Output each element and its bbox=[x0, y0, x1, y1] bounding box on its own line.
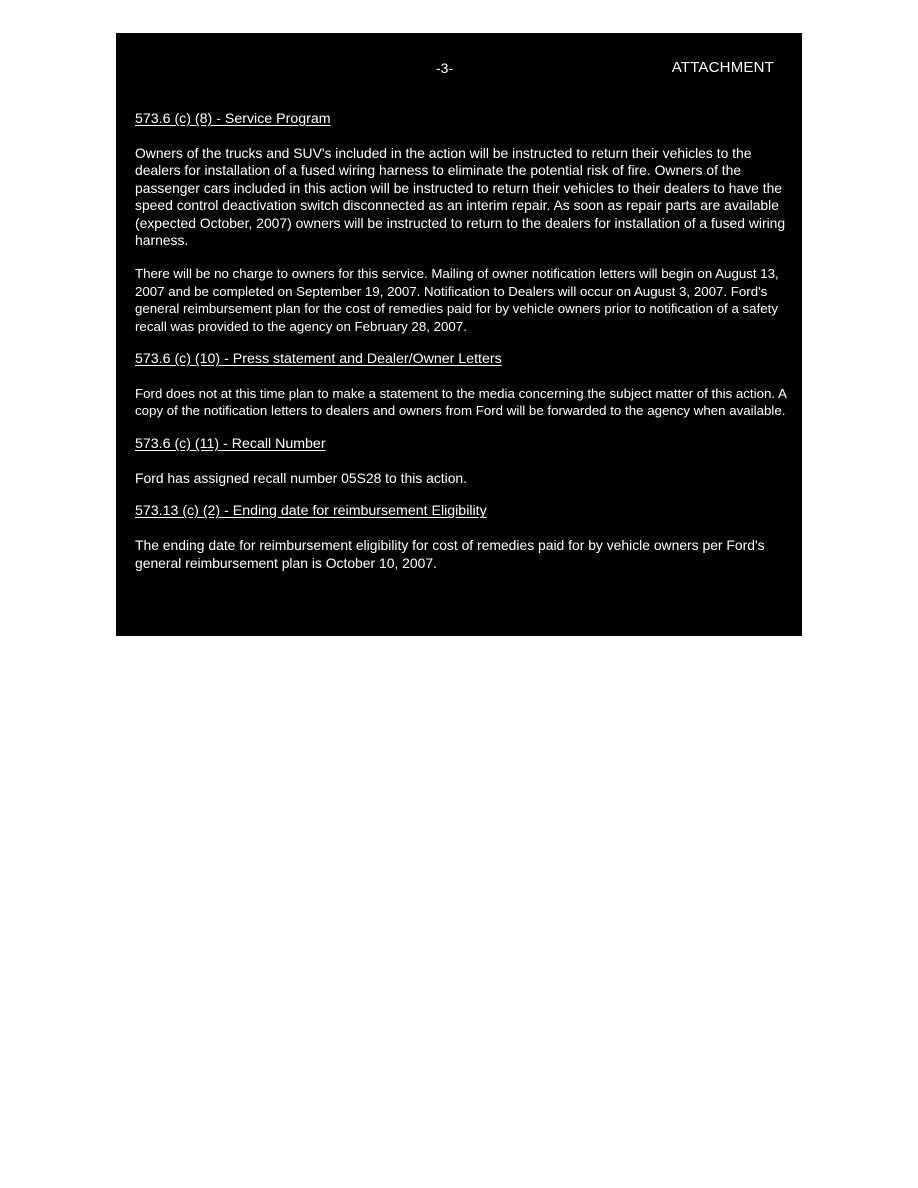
attachment-label: ATTACHMENT bbox=[671, 59, 774, 76]
section-press-statement bbox=[135, 351, 787, 420]
paragraph: The ending date for reimbursement eligibility for cost of remedies paid for by vehicle owners per Ford's general reimbursement plan is October 10, 2007. bbox=[135, 537, 765, 571]
paragraph: There will be no charge to owners for this service. Mailing of owner notification letters will begin on August 13, 2007 and be completed on September 19, 2007. Notification to Dealers will occur on August 3, 2007. Ford's general reimbursement plan for the cost of remedies paid for by vehicle owners prior to notification of a safety recall was provided to the agency on February 28, 2007. bbox=[135, 266, 779, 334]
section-ending-date bbox=[135, 503, 787, 572]
page-number: -3- bbox=[436, 60, 454, 76]
section-heading: 573.13 (c) (2) - Ending date for reimbursement Eligibility bbox=[135, 503, 487, 520]
document-body bbox=[135, 111, 787, 588]
section-recall-number bbox=[135, 436, 787, 487]
scanned-page bbox=[116, 33, 802, 636]
section-heading: 573.6 (c) (10) - Press statement and Dealer/Owner Letters bbox=[135, 351, 502, 368]
section-service-program bbox=[135, 111, 787, 335]
paragraph: Ford has assigned recall number 05S28 to this action. bbox=[135, 469, 468, 486]
paragraph: Owners of the trucks and SUV's included in the action will be instructed to return their vehicles to the dealers for installation of a fused wiring harness to eliminate the potential risk of fire. Owners of the passenger cars included in this action will be instructed to return their vehicles to their dealers to have the speed control deactivation switch disconnected as an interim repair. As soon as repair parts are available (expected October, 2007) owners will be instructed to return to the dealers for installation of a fused wiring harness. bbox=[135, 145, 786, 249]
section-heading: 573.6 (c) (8) - Service Program bbox=[135, 111, 331, 127]
paragraph: Ford does not at this time plan to make a statement to the media concerning the subject matter of this action. A copy of the notification letters to dealers and owners from Ford will be forwarded to the agency when available. bbox=[135, 386, 787, 419]
section-heading: 573.6 (c) (11) - Recall Number bbox=[135, 435, 326, 452]
